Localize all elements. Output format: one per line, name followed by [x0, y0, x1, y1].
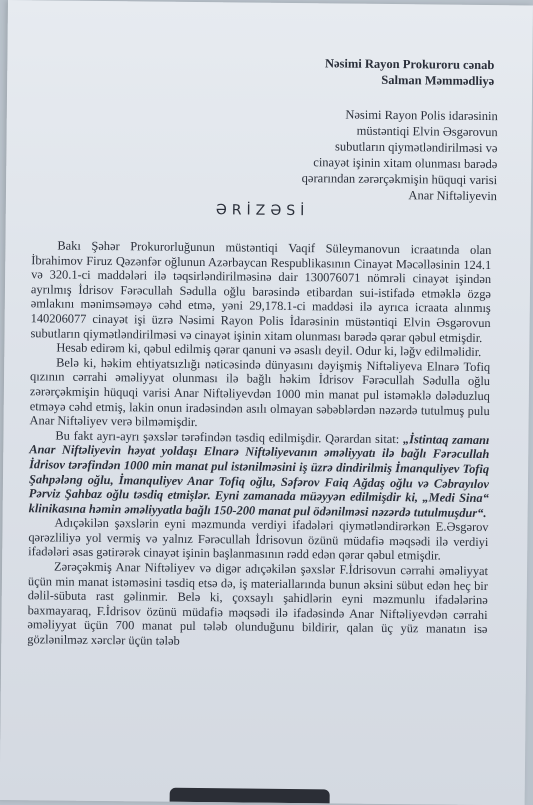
- subject-line: subutların qiymətləndirilməsi və: [334, 139, 498, 156]
- paragraph: Bakı Şəhər Prokurorluğunun müstəntiqi Vaqif Süleymanovun icraatında olan İbrahimov Firuz Qəzənfər oğlunun Azərbaycan Respublikasının Cinayət Məcəlləsinin 124.1 və 320.1-ci maddələri ilə təqsirləndirilməsinə dair 130076071 nömrəli cinayət işindən ayrılmış İdrisov Fərəcullah Sədulla oğlu barəsində etibardan sui-istifadə etməklə özgə əmlakını mənimsəməyə cəhd etmə, yəni 29,178.1-ci maddəsi ilə ayrıca icraata alınmış 140206077 cinayət işi üzrə Nəsimi Rayon Polis İdarəsinin müstəntiqi Elvin Əsgərovun subutların qiymətləndirilməsi və cinayət işinin xitam olunması barədə qərar qəbul etmişdir.: [30, 238, 492, 345]
- addressee-line-2: Salman Məmmədliyə: [381, 72, 495, 89]
- paragraph: Belə ki, həkim ehtiyatsızlığı nəticəsində dünyasını dəyişmiş Niftəliyeva Elnarə Tofiq qızının cərrahi əməliyyat olunması ilə bağlı həkim İdrisov Fərəcullah Sədulla oğlu zərərçəkmişin hüquqi varisi Anar Niftəliyevdən 1000 min manat pul istəməklə dələduzluq etməyə cəhd etmiş, lakin onun iradəsindən asılı olmayan səbəblərdən nəzərdə tutulmuş pulu Anar Niftəliyev verə bilməmişdir.: [29, 355, 491, 430]
- paragraph-lead: Bu fakt ayrı-ayrı şəxslər tərəfindən təsdiq edilmişdir. Qərardan sitat:: [55, 428, 400, 446]
- paragraph: Hesab edirəm ki, qəbul edilmiş qərar qanuni və əsaslı deyil. Odur ki, ləğv edilməlidir.: [56, 340, 482, 360]
- quoted-text: „İstintaq zamanı Anar Niftəliyevin həyat yoldaşı Elnarə Niftəliyevanın əməliyyatı ilə bağlı Fərəcullah İdrisov tərəfindən 1000 min manat pul istənilməsini iş üzrə dindirilmiş İmanquliyev Tofiq Şahpələng oğlu, İmanquliyev Anar Tofiq oğlu, Səfərov Faiq Ağdaş oğlu və Cəbrayılov Pərviz Şahbaz oğlu təsdiq etmişlər. Eyni zamanada müəyyən edilmişdir ki, „Medi Sina“ klinikasına həmin əməliyyatla bağlı 150-200 manat pul ödənilməsi nəzərdə tutulmuşdur“.: [28, 431, 490, 520]
- bottom-stamp-edge: [170, 788, 330, 804]
- document-title: ƏRİZƏSİ: [215, 202, 310, 220]
- subject-line: qərarından zərərçəkmişin hüquqi varisi: [301, 171, 498, 188]
- subject-line: müstəntiqi Elvin Əsgərovun: [356, 123, 498, 140]
- paragraph-with-quote: [29, 428, 490, 520]
- subject-line: cinayət işinin xitam olunması barədə: [313, 155, 498, 172]
- paragraph: Zərəçəkmiş Anar Niftəliyev və digər adıçəkilən şəxslər F.İdrisovun cərrahi əməliyyat üçün min manat istəməsini təsdiq etsə də, iş materiallarında bunun əksini sübut edən heç bir dəlil-sübuta rast gəlinmir. Belə ki, çoxsaylı şahidlərin eyni məzmunlu ifadələrinə baxmayaraq, F.İdrisov özünü müdafiə məqsədi ilə ifadəsində Anar Niftəliyevdən cərrahi əməliyyat üçün 700 manat pul tələb olunduğunu bildirir, qalan üç yüz manatın isə gözlənilməz xərclər üçün tələb: [27, 559, 489, 648]
- paragraph: Adıçəkilən şəxslərin eyni məzmunda verdiyi ifadələri qiymətləndirərkən E.Əsgərov qərəzliliyə yol vermiş və yalnız Fərəcullah İdrisovun özünü müdafiə məqsədi ilə verdiyi ifadələri əsas gətirərək cinayət işinin başlanmasının rədd edən qərar qəbul etmişdir.: [28, 515, 489, 564]
- subject-line: Nəsimi Rayon Polis idarəsinin: [345, 107, 498, 124]
- subject-block: [247, 106, 498, 205]
- document-body: [27, 238, 491, 651]
- addressee-block: [325, 55, 495, 89]
- addressee-line-1: Nəsimi Rayon Prokuroru cənab: [324, 56, 495, 73]
- subject-line: Anar Niftəliyevin: [408, 188, 498, 204]
